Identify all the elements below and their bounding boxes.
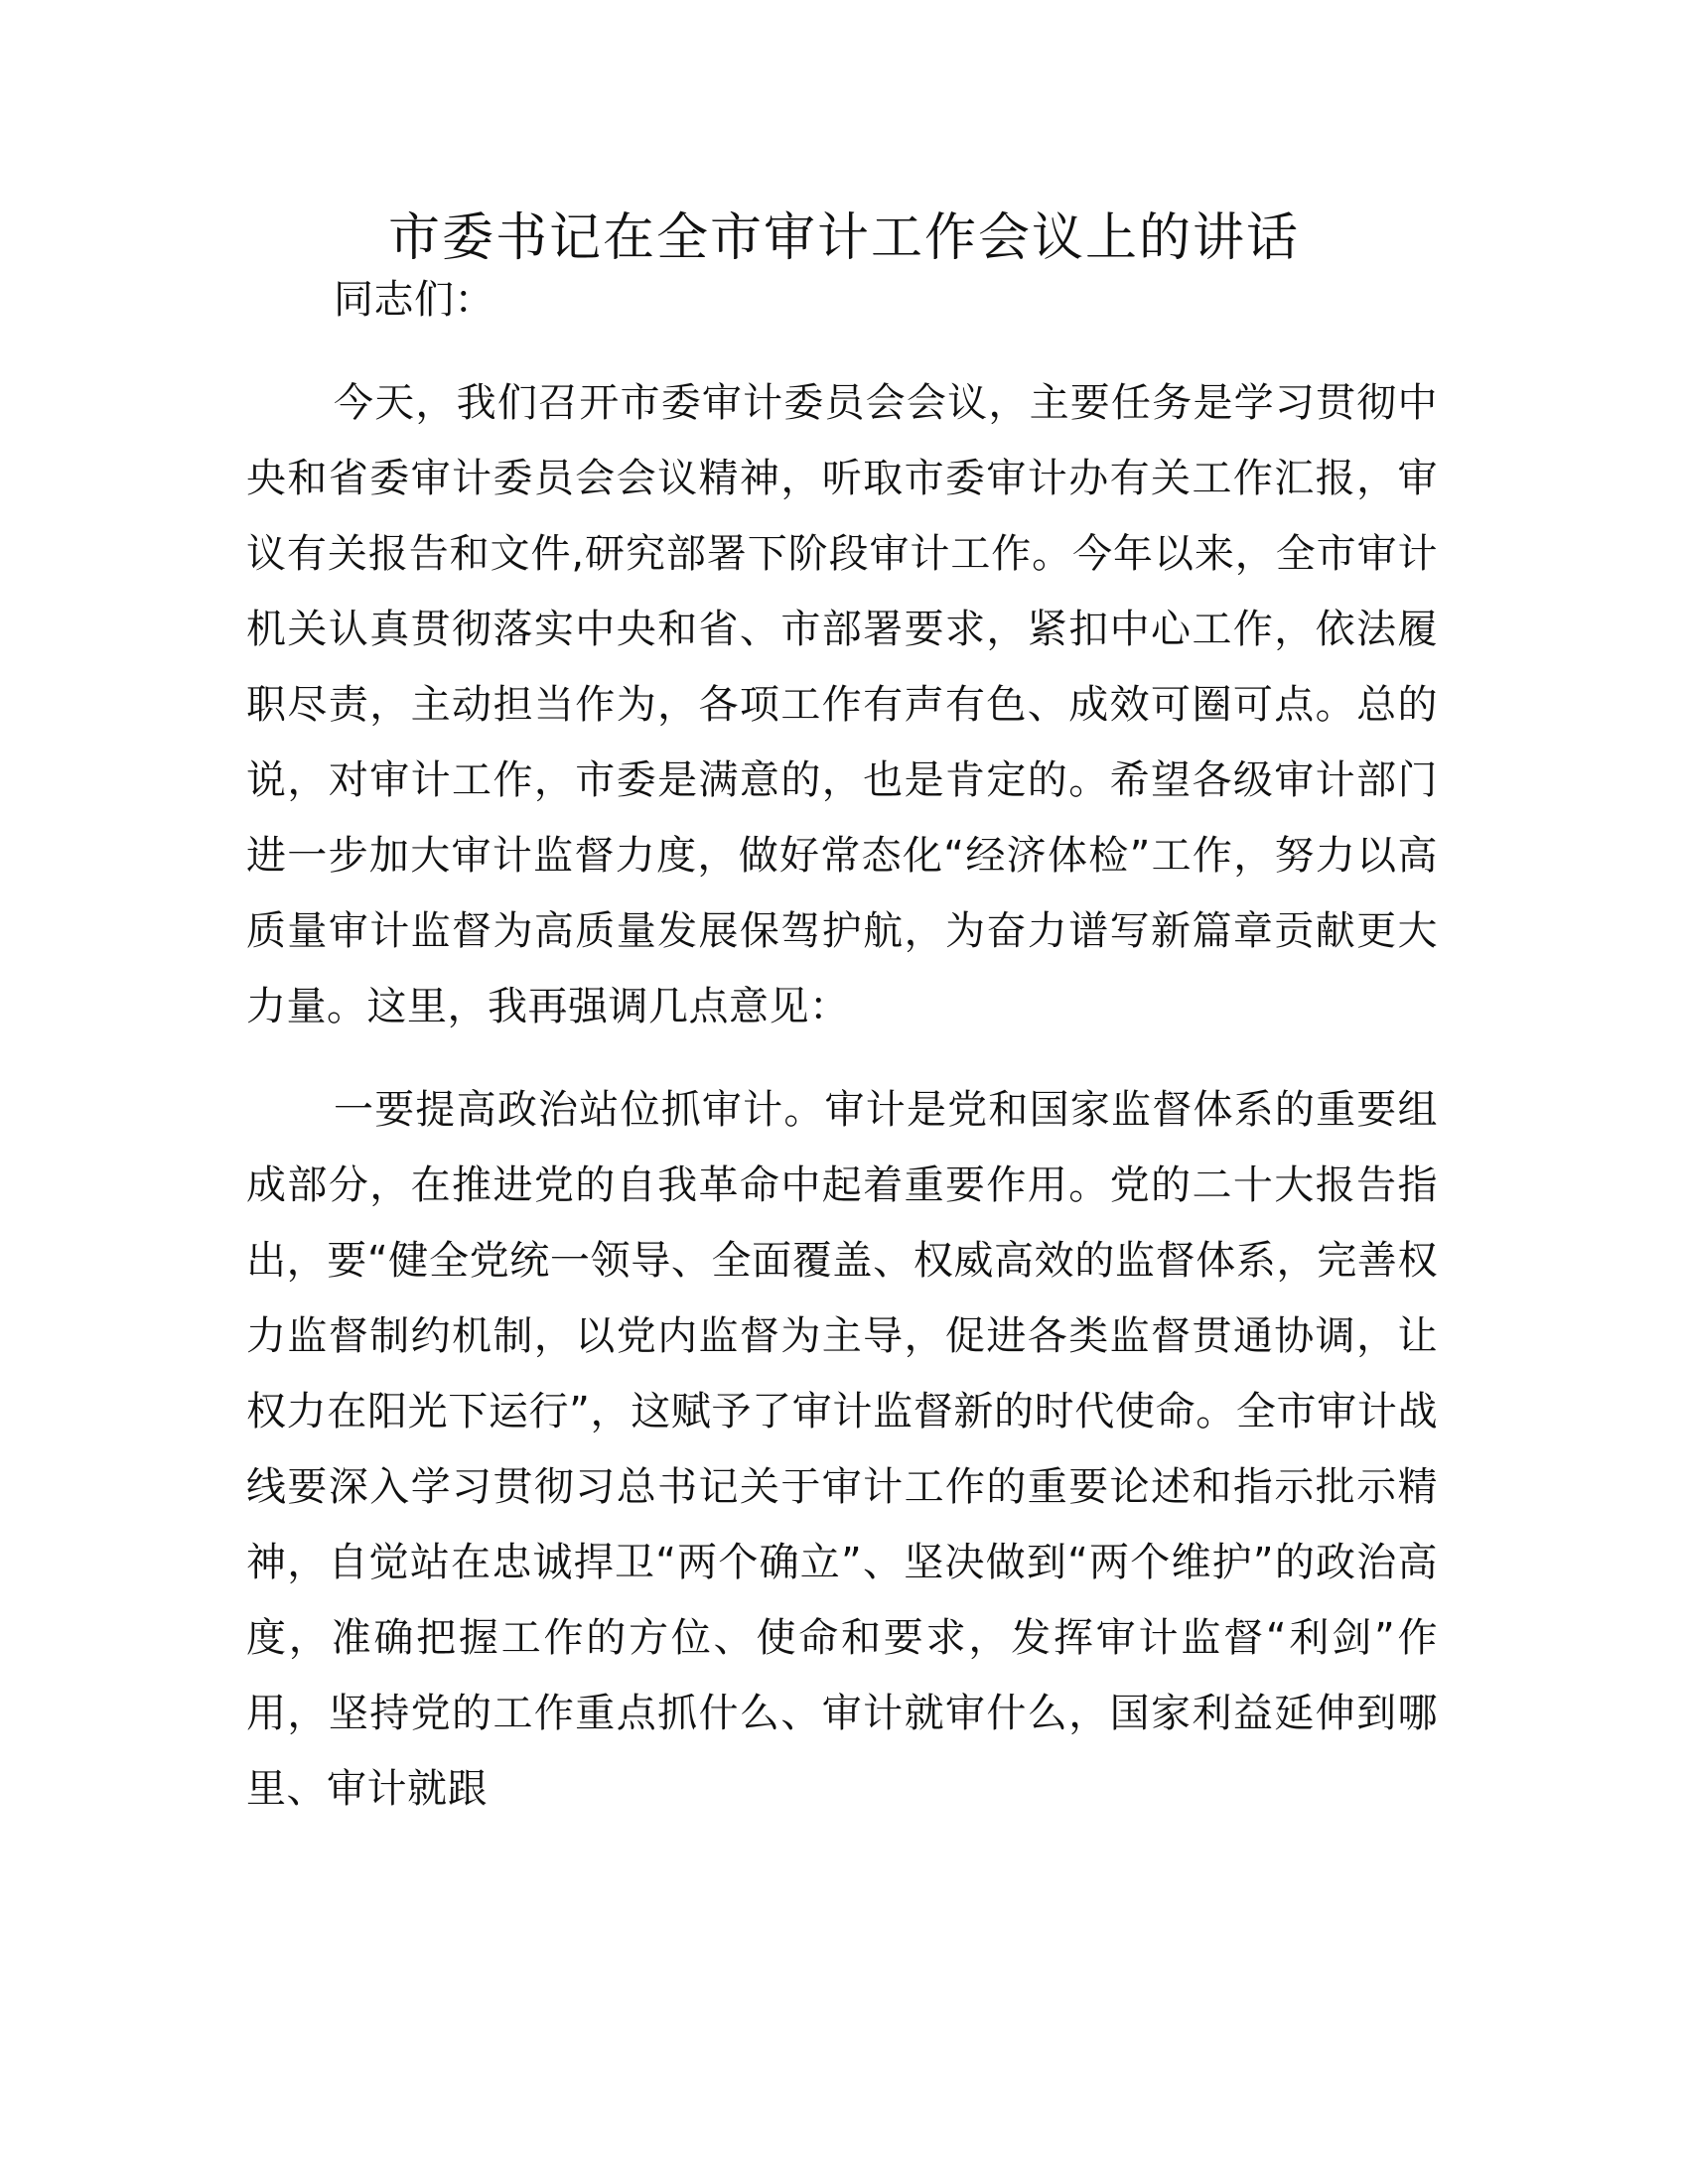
document-title: 市委书记在全市审计工作会议上的讲话 bbox=[387, 208, 1300, 268]
paragraph-intro: 今天，我们召开市委审计委员会会议，主要任务是学习贯彻中央和省委审计委员会会议精神，听取市委审计办有关工作汇报，审议有关报告和文件,研究部署下阶段审计工作。今年以来，全市审计机关认真贯彻落实中央和省、市部署要求，紧扣中心工作，依法履职尽责，主动担当作为，各项工作有声有色、成效可圈可点。总的说，对审计工作，市委是满意的，也是肯定的。希望各级审计部门进一步加大审计监督力度，做好常态化“经济体检”工作，努力以高质量审计监督为高质量发展保驾护航，为奋力谱写新篇章贡献更大力量。这里，我再强调几点意见： bbox=[246, 380, 1438, 1029]
paragraph-point-one: 一要提高政治站位抓审计。审计是党和国家监督体系的重要组成部分，在推进党的自我革命中起着重要作用。党的二十大报告指出，要“健全党统一领导、全面覆盖、权威高效的监督体系，完善权力监督制约机制，以党内监督为主导，促进各类监督贯通协调，让权力在阳光下运行”，这赋予了审计监督新的时代使命。全市审计战线要深入学习贯彻习总书记关于审计工作的重要论述和指示批示精神，自觉站在忠诚捍卫“两个确立”、坚决做到“两个维护”的政治高度，准确把握工作的方位、使命和要求，发挥审计监督“利剑”作用，坚持党的工作重点抓什么、审计就审什么，国家利益延伸到哪里、审计就跟 bbox=[246, 1087, 1438, 1812]
document-body bbox=[246, 262, 1438, 1854]
salutation: 同志们： bbox=[334, 277, 494, 323]
